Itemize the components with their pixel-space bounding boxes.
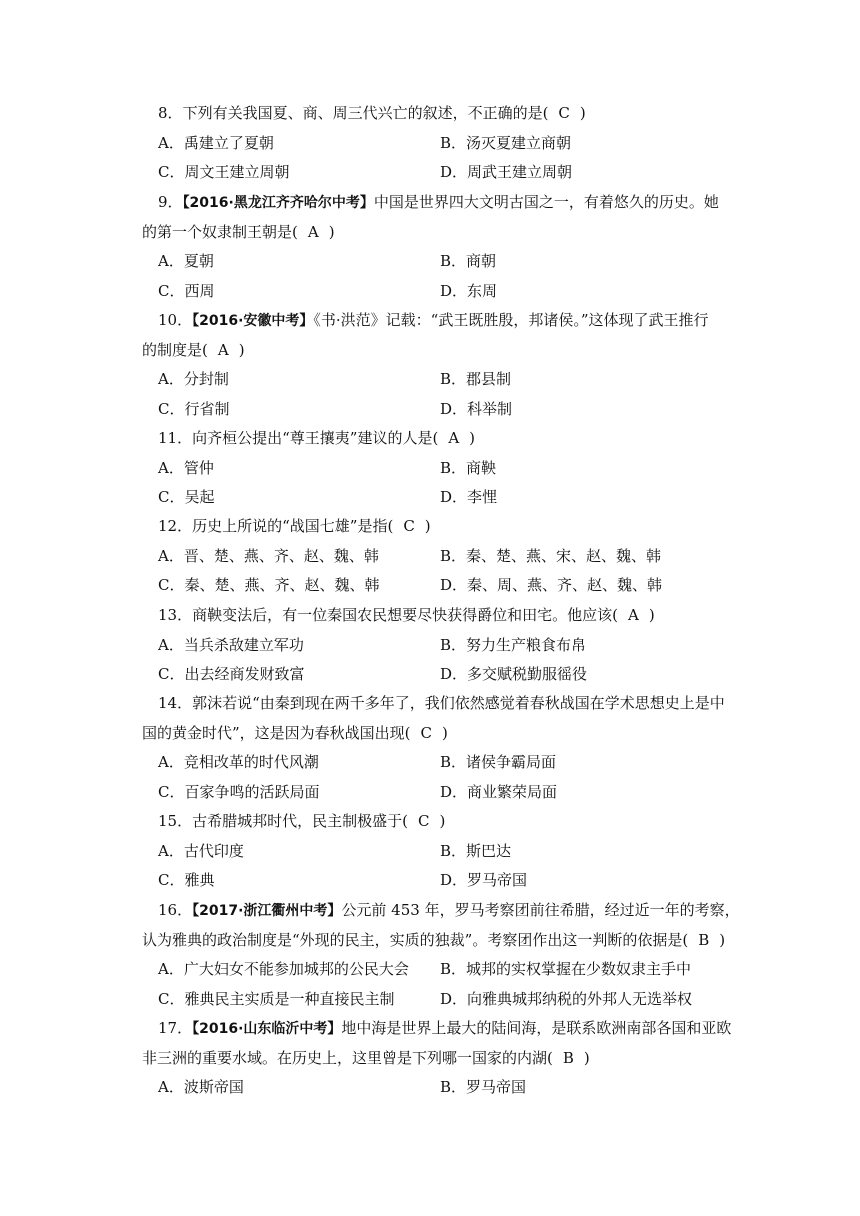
answer: A [627,606,639,624]
question-13 [142,601,734,690]
option-c: C．周文王建立周朝 [158,163,290,181]
options [142,837,734,896]
stem-text: 下列有关我国夏、商、周三代兴亡的叙述，不正确的是( [182,104,549,122]
question-stem: 9．【2016·黑龙江齐齐哈尔中考】中国是世界四大文明古国之一，有着悠久的历史。她 [158,193,719,211]
options [142,631,734,690]
question-15 [142,807,734,896]
option-a: A．当兵杀敌建立军功 [158,635,304,654]
option-d: D．商业繁荣局面 [440,782,558,801]
stem-text: 《书·洪范》记载：“武王既胜殷，邦诸侯。”这体现了武王推行 [313,311,709,329]
answer: B [562,1048,574,1067]
answer: B [698,930,710,949]
option-b: B．商鞅 [440,458,497,477]
option-b: B．商朝 [440,252,497,270]
question-8 [142,99,734,188]
answer: C [403,517,415,535]
options [142,247,734,306]
question-number: 12 [158,517,178,535]
question-stem-continued: 认为雅典的政治制度是“外现的民主，实质的独裁”。考察团作出这一判断的依据是( B ) [142,926,734,956]
option-c: C．出去经商发财致富 [158,665,305,683]
option-a: A．广大妇女不能参加城邦的公民大会 [158,960,409,978]
option-a: A．晋、楚、燕、齐、赵、魏、韩 [158,546,379,565]
option-c: C．雅典民主实质是一种直接民主制 [158,989,395,1008]
question-stem: 12．历史上所说的“战国七雄”是指( C ) [142,512,734,542]
question-source: 【2016·安徽中考】 [192,313,314,329]
answer: A [448,429,460,447]
question-number: 17 [158,1019,178,1037]
question-number: 14 [158,694,178,712]
question-source: 【2016·山东临沂中考】 [192,1021,342,1037]
answer: A [307,222,319,241]
option-d: D．罗马帝国 [440,871,528,889]
option-a: A．管仲 [158,458,214,477]
stem-text: 郭沫若说“由秦到现在两千多年了，我们依然感觉着春秋战国在学术思想史上是中 [192,694,725,712]
question-stem-continued: 的第一个奴隶制王朝是( A ) [142,218,734,248]
option-c: C．秦、楚、燕、齐、赵、魏、韩 [158,576,380,594]
answer: C [417,812,430,830]
option-b: B．斯巴达 [440,841,512,860]
stem-text: 中国是世界四大文明古国之一，有着悠久的历史。她 [373,193,719,211]
option-a: A．竞相改革的时代风潮 [158,753,319,771]
question-number: 11 [158,429,178,447]
stem-text: 向齐桓公提出“尊王攘夷”建议的人是( [192,429,439,447]
option-b: B．郡县制 [440,370,512,388]
question-source: 【2016·黑龙江齐齐哈尔中考】 [182,195,374,211]
question-stem: 11．向齐桓公提出“尊王攘夷”建议的人是( A ) [142,424,734,454]
question-number: 8 [158,104,168,122]
question-stem: 13．商鞅变法后，有一位秦国农民想要尽快获得爵位和田宅。他应该( A ) [142,601,734,631]
stem-text: 地中海是世界上最大的陆间海，是联系欧洲南部各国和亚欧 [341,1019,732,1037]
stem-text: 的制度是( [142,340,208,359]
option-b: B．努力生产粮食布帛 [440,635,587,654]
option-d: D．科举制 [440,399,513,418]
question-number: 16 [158,901,178,919]
option-d: D．多交赋税勤服徭役 [440,665,588,683]
stem-text: 商鞅变法后，有一位秦国农民想要尽快获得爵位和田宅。他应该( [192,606,618,624]
option-b: B．城邦的实权掌握在少数奴隶主手中 [440,960,692,978]
question-stem-continued: 非三洲的重要水域。在历史上，这里曾是下列哪一国家的内湖( B ) [142,1044,734,1074]
question-10 [142,306,734,424]
options [142,454,734,513]
option-d: D．向雅典城邦纳税的外邦人无选举权 [440,989,693,1008]
stem-text: 公元前 453 年，罗马考察团前往希腊，经过近一年的考察， [341,901,740,919]
option-d: D．秦、周、燕、齐、赵、魏、韩 [440,576,663,594]
answer: C [558,104,570,122]
question-16 [142,896,740,1014]
question-stem: 14．郭沫若说“由秦到现在两千多年了，我们依然感觉着春秋战国在学术思想史上是中 [158,694,725,712]
question-17 [142,1014,734,1103]
option-a: A．波斯帝国 [158,1078,244,1096]
option-c: C．吴起 [158,488,215,506]
stem-text: 非三洲的重要水域。在历史上，这里曾是下列哪一国家的内湖( [142,1048,553,1067]
question-stem-continued: 的制度是( A ) [142,336,734,366]
stem-text: 认为雅典的政治制度是“外现的民主，实质的独裁”。考察团作出这一判断的依据是( [142,930,689,949]
stem-text: 古希腊城邦时代，民主制极盛于( [192,812,408,830]
option-b: B．罗马帝国 [440,1078,527,1096]
question-stem: 15．古希腊城邦时代，民主制极盛于( C ) [142,807,734,837]
option-c: C．行省制 [158,399,230,418]
answer: A [217,340,229,359]
question-stem: 8．下列有关我国夏、商、周三代兴亡的叙述，不正确的是( C ) [142,99,734,129]
option-a: A．古代印度 [158,841,244,860]
option-c: C．西周 [158,281,215,300]
stem-text: 历史上所说的“战国七雄”是指( [192,517,394,535]
option-d: D．李悝 [440,488,498,506]
question-stem-continued: 国的黄金时代”，这是因为春秋战国出现( C ) [142,719,734,749]
options [142,748,734,807]
option-d: D．东周 [440,281,498,300]
stem-text: 的第一个奴隶制王朝是( [142,222,298,241]
options [142,365,734,424]
option-a: A．禹建立了夏朝 [158,133,274,152]
stem-text: 国的黄金时代”，这是因为春秋战国出现( [142,723,411,742]
question-9 [142,188,734,306]
option-b: B．汤灭夏建立商朝 [440,133,572,152]
question-stem: 16．【2017·浙江衢州中考】公元前 453 年，罗马考察团前往希腊，经过近一年的考察， [158,901,740,919]
option-d: D．周武王建立周朝 [440,163,573,181]
question-number: 9 [158,193,168,211]
question-number: 10 [158,311,178,329]
question-stem: 17．【2016·山东临沂中考】地中海是世界上最大的陆间海，是联系欧洲南部各国和亚欧 [158,1019,732,1037]
option-c: C．雅典 [158,871,215,889]
options [142,955,734,1014]
options [142,129,734,188]
question-number: 15 [158,812,178,830]
question-11 [142,424,734,513]
option-a: A．夏朝 [158,252,214,270]
question-14 [142,689,734,807]
answer: C [420,723,433,742]
option-b: B．诸侯争霸局面 [440,753,557,771]
option-b: B．秦、楚、燕、宋、赵、魏、韩 [440,546,662,565]
question-12 [142,512,734,601]
option-a: A．分封制 [158,370,229,388]
question-number: 13 [158,606,178,624]
question-source: 【2017·浙江衢州中考】 [192,903,342,919]
option-c: C．百家争鸣的活跃局面 [158,782,320,801]
options [142,542,734,601]
options [142,1073,734,1103]
question-stem: 10．【2016·安徽中考】《书·洪范》记载：“武王既胜殷，邦诸侯。”这体现了武王推行 [158,311,709,329]
